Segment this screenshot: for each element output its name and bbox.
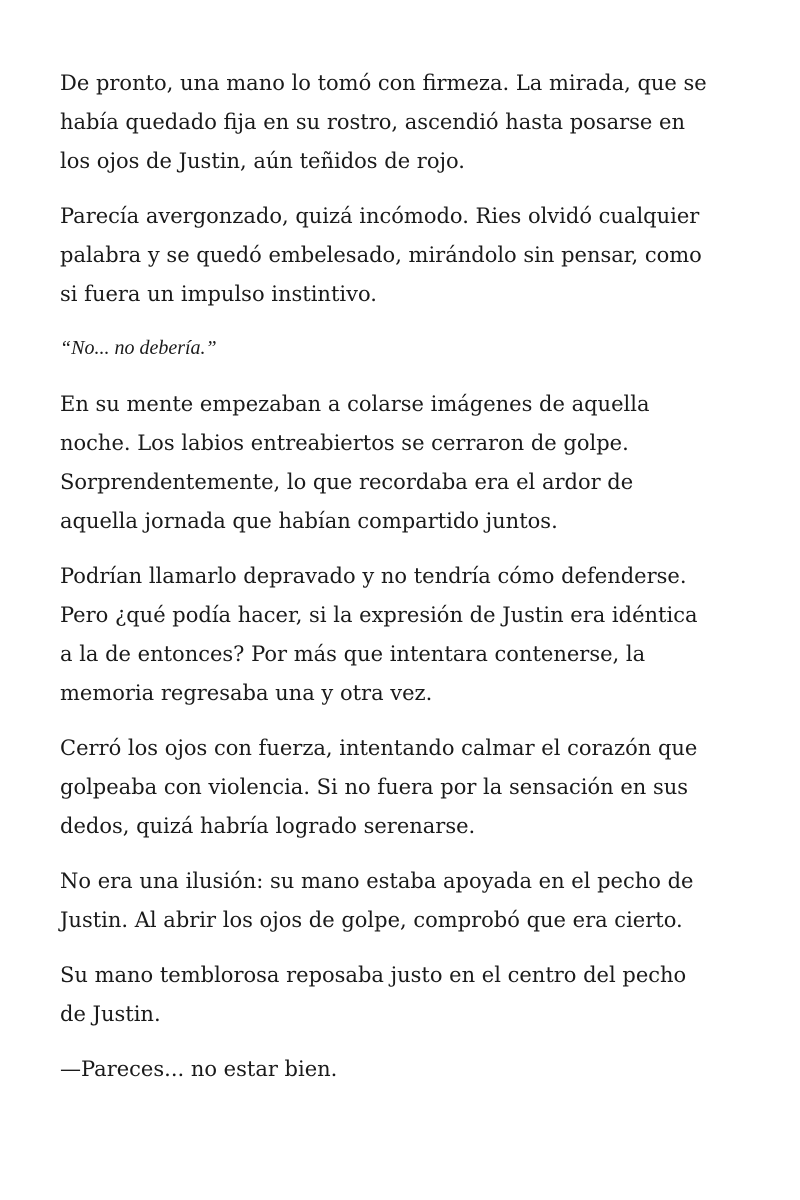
paragraph-line: —Pareces... no estar bien. xyxy=(60,1057,338,1081)
paragraph-line: memoria regresaba una y otra vez. xyxy=(60,681,433,705)
paragraph-line: dedos, quizá habría logrado serenarse. xyxy=(60,814,476,838)
paragraph-2 xyxy=(60,197,750,314)
paragraph-line: Justin. Al abrir los ojos de golpe, comprobó que era cierto. xyxy=(60,908,683,932)
dialogue-line xyxy=(60,1050,750,1089)
paragraph-5 xyxy=(60,557,750,713)
paragraph-1 xyxy=(60,64,750,181)
paragraph-line: a la de entonces? Por más que intentara contenerse, la xyxy=(60,642,646,666)
paragraph-6 xyxy=(60,729,750,846)
paragraph-line: De pronto, una mano lo tomó con firmeza. La mirada, que se xyxy=(60,71,707,95)
paragraph-line: palabra y se quedó embelesado, mirándolo sin pensar, como xyxy=(60,243,702,267)
paragraph-line: aquella jornada que habían compartido juntos. xyxy=(60,509,558,533)
paragraph-line: golpeaba con violencia. Si no fuera por la sensación en sus xyxy=(60,775,689,799)
paragraph-line: Cerró los ojos con fuerza, intentando calmar el corazón que xyxy=(60,736,698,760)
paragraph-line: En su mente empezaban a colarse imágenes de aquella xyxy=(60,392,650,416)
paragraph-line: si fuera un impulso instintivo. xyxy=(60,282,377,306)
paragraph-line: había quedado fija en su rostro, ascendió hasta posarse en xyxy=(60,110,685,134)
paragraph-line: de Justin. xyxy=(60,1002,161,1026)
paragraph-line: Su mano temblorosa reposaba justo en el centro del pecho xyxy=(60,963,687,987)
italic-thought: “No... no debería.” xyxy=(60,337,217,359)
paragraph-4 xyxy=(60,385,750,541)
paragraph-line: Podrían llamarlo depravado y no tendría cómo defenderse. xyxy=(60,564,687,588)
paragraph-line: los ojos de Justin, aún teñidos de rojo. xyxy=(60,149,465,173)
paragraph-8 xyxy=(60,956,750,1034)
paragraph-line: No era una ilusión: su mano estaba apoyada en el pecho de xyxy=(60,869,694,893)
paragraph-line: Pero ¿qué podía hacer, si la expresión de Justin era idéntica xyxy=(60,603,698,627)
paragraph-line: noche. Los labios entreabiertos se cerraron de golpe. xyxy=(60,431,629,455)
paragraph-line: Parecía avergonzado, quizá incómodo. Ries olvidó cualquier xyxy=(60,204,700,228)
paragraph-7 xyxy=(60,862,750,940)
paragraph-line: Sorprendentemente, lo que recordaba era el ardor de xyxy=(60,470,634,494)
